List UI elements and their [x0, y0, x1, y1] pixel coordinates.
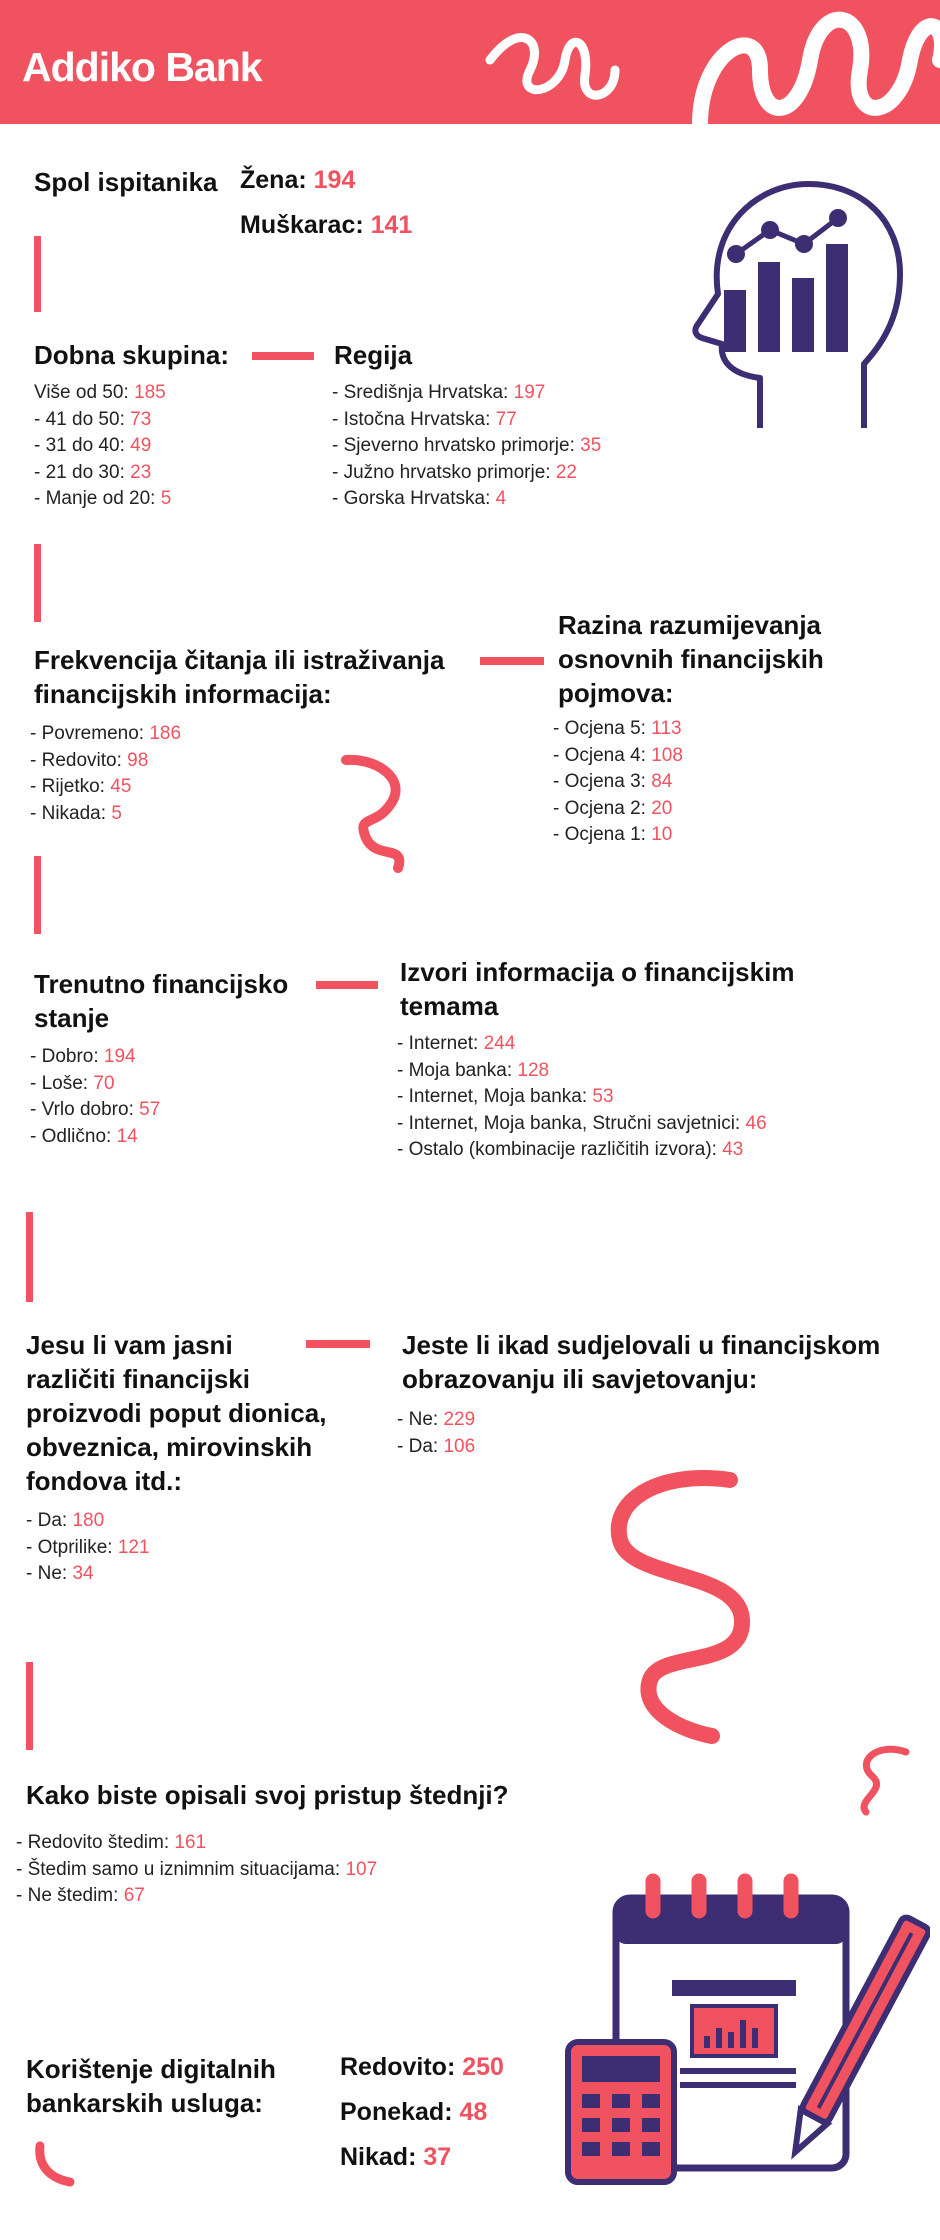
digital-title: Korištenje digitalnih bankarskih usluga: [26, 2054, 276, 2118]
list-item: - Ostalo (kombinacije različitih izvora): 43 [397, 1139, 744, 1160]
education-title: Jeste li ikad sudjelovali u financijskom obrazovanju ili savjetovanju: [402, 1330, 881, 1394]
financial-state-title: Trenutno financijsko stanje [34, 969, 289, 1033]
gender-value: 141 [370, 211, 413, 239]
reading-frequency-title: Frekvencija čitanja ili istraživanja financijskih informacija: [34, 645, 445, 709]
products-clarity-list [26, 1508, 150, 1588]
list-item: - 41 do 50: 73 [34, 408, 152, 430]
gender-row-female [240, 158, 355, 203]
divider-horizontal [252, 352, 314, 360]
list-item: - Loše: 70 [30, 1072, 115, 1094]
region-list [332, 380, 601, 513]
list-item: - Ne: 229 [397, 1409, 476, 1430]
info-sources-list [397, 1031, 767, 1164]
divider-vertical [34, 544, 41, 622]
list-item: - Internet, Moja banka, Stručni savjetnici: 46 [397, 1112, 767, 1134]
list-item: - Ocjena 1: 10 [553, 824, 673, 845]
digital-value: 48 [459, 2098, 488, 2126]
list-item: - Povremeno: 186 [30, 723, 182, 744]
digital-value: 37 [423, 2143, 452, 2171]
list-item: - Gorska Hrvatska: 4 [332, 488, 507, 509]
digital-label: Ponekad: [340, 2098, 453, 2126]
squiggle-decoration-icon [836, 1742, 916, 1822]
list-item: - Manje od 20: 5 [34, 488, 172, 509]
understanding-title: Razina razumijevanja osnovnih financijskih pojmova: [558, 610, 824, 708]
divider-vertical [34, 236, 41, 312]
list-item: - Internet, Moja banka: 53 [397, 1086, 614, 1107]
digital-label: Nikad: [340, 2143, 417, 2171]
digital-row-sometimes [340, 2090, 487, 2135]
list-item: - Štedim samo u iznimnim situacijama: 107 [16, 1858, 378, 1880]
head-chart-illustration-icon [668, 178, 904, 434]
list-item: - Ocjena 3: 84 [553, 771, 673, 792]
financial-state-list [30, 1044, 160, 1150]
gender-label: Žena: [240, 166, 307, 194]
list-item: - 31 do 40: 49 [34, 435, 152, 456]
region-title: Regija [334, 340, 413, 370]
list-item: - Rijetko: 45 [30, 776, 132, 797]
divider-vertical [26, 1212, 33, 1302]
saving-title: Kako biste opisali svoj pristup štednji? [26, 1780, 509, 1810]
divider-vertical [34, 856, 41, 934]
divider-vertical [26, 1662, 33, 1750]
gender-label: Muškarac: [240, 211, 364, 239]
divider-horizontal [480, 657, 544, 665]
list-item: - Redovito štedim: 161 [16, 1832, 207, 1853]
reading-frequency-list [30, 721, 181, 827]
divider-horizontal [306, 1340, 370, 1348]
list-item: - Nikada: 5 [30, 802, 122, 824]
saving-list [16, 1830, 377, 1910]
digital-value: 250 [462, 2053, 504, 2081]
list-item: - Sjeverno hrvatsko primorje: 35 [332, 435, 602, 456]
list-item: - Ne štedim: 67 [16, 1885, 145, 1906]
list-item: - Odlično: 14 [30, 1125, 138, 1147]
gender-value: 194 [313, 166, 356, 194]
list-item: - 21 do 30: 23 [34, 461, 152, 483]
divider-horizontal [316, 981, 378, 989]
list-item: - Središnja Hrvatska: 197 [332, 382, 546, 403]
list-item: - Vrlo dobro: 57 [30, 1099, 161, 1120]
digital-row-regular [340, 2045, 504, 2090]
header-banner [0, 0, 940, 124]
list-item: - Ocjena 2: 20 [553, 797, 673, 819]
age-title: Dobna skupina: [34, 340, 230, 370]
list-item: - Da: 106 [397, 1435, 476, 1457]
gender-row-male [240, 203, 412, 248]
list-item: - Ocjena 5: 113 [553, 718, 682, 739]
products-clarity-title: Jesu li vam jasni različiti financijski proizvodi poput dionica, obveznica, mirovinskih fondova itd.: [26, 1330, 327, 1496]
brand-logo: Addiko Bank [22, 44, 262, 90]
list-item: - Redovito: 98 [30, 749, 149, 771]
curve-decoration-icon [30, 2140, 80, 2190]
gender-title: Spol ispitanika [34, 167, 218, 197]
list-item: Više od 50: 185 [34, 382, 166, 403]
list-item: - Istočna Hrvatska: 77 [332, 408, 517, 430]
digital-row-never [340, 2135, 451, 2180]
understanding-list [553, 716, 683, 849]
list-item: - Južno hrvatsko primorje: 22 [332, 461, 577, 483]
squiggle-decoration-icon [336, 748, 426, 878]
digital-label: Redovito: [340, 2053, 456, 2081]
list-item: - Da: 180 [26, 1510, 105, 1531]
squiggle-decoration-icon [600, 1460, 760, 1750]
age-list [34, 380, 171, 513]
notepad-calculator-pen-illustration-icon [560, 1868, 930, 2188]
list-item: - Ne: 34 [26, 1563, 94, 1584]
list-item: - Otprilike: 121 [26, 1536, 150, 1558]
info-sources-title: Izvori informacija o financijskim temama [400, 957, 795, 1021]
list-item: - Dobro: 194 [30, 1046, 136, 1067]
list-item: - Moja banka: 128 [397, 1059, 550, 1081]
education-list [397, 1407, 475, 1460]
list-item: - Ocjena 4: 108 [553, 744, 683, 766]
list-item: - Internet: 244 [397, 1033, 516, 1054]
